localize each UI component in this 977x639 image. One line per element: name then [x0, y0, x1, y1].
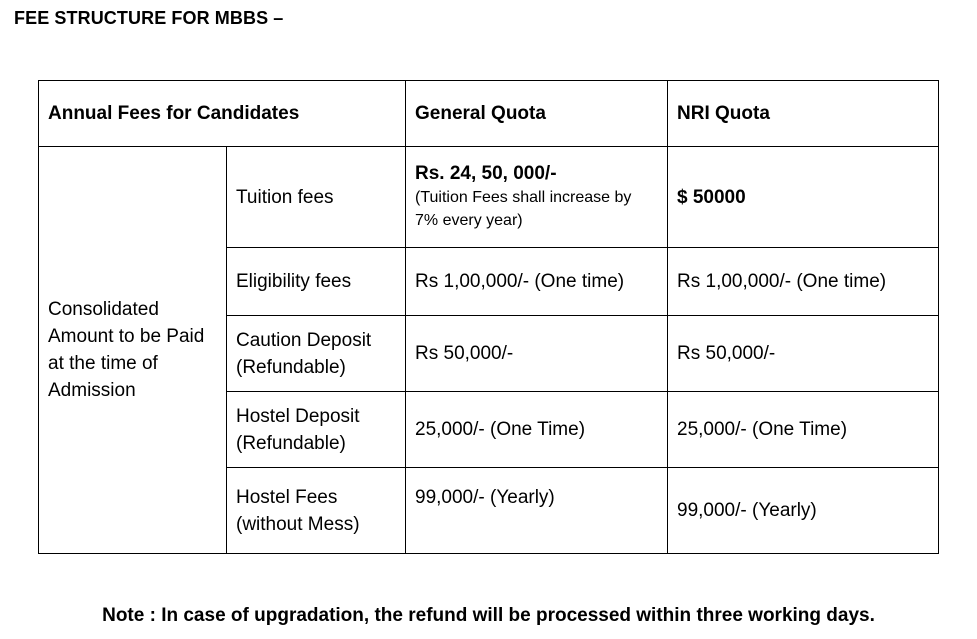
- nri-quota-value: Rs 50,000/-: [668, 316, 939, 392]
- fee-item-label: Hostel Fees (without Mess): [227, 468, 406, 554]
- general-quota-value: Rs 50,000/-: [406, 316, 668, 392]
- fee-item-label: Hostel Deposit (Refundable): [227, 392, 406, 468]
- fee-structure-table: [38, 80, 939, 554]
- tuition-general-amount: Rs. 24, 50, 000/-: [415, 163, 557, 184]
- nri-quota-value: Rs 1,00,000/- (One time): [668, 248, 939, 316]
- general-quota-value: 99,000/- (Yearly): [406, 468, 668, 554]
- general-quota-value: Rs 1,00,000/- (One time): [406, 248, 668, 316]
- tuition-increase-note: (Tuition Fees shall increase by 7% every year): [415, 189, 632, 229]
- fee-item-label: Caution Deposit (Refundable): [227, 316, 406, 392]
- fee-item-label: Tuition fees: [227, 147, 406, 248]
- nri-quota-value: $ 50000: [668, 147, 939, 248]
- nri-quota-value: 99,000/- (Yearly): [668, 468, 939, 554]
- consolidated-amount-label: Consolidated Amount to be Paid at the time of Admission: [39, 147, 227, 554]
- table-header-row: [39, 81, 939, 147]
- nri-quota-value: 25,000/- (One Time): [668, 392, 939, 468]
- general-quota-value: 25,000/- (One Time): [406, 392, 668, 468]
- refund-note: Note : In case of upgradation, the refund will be processed within three working days.: [102, 605, 875, 626]
- header-annual-fees: Annual Fees for Candidates: [39, 81, 406, 147]
- table-row: [39, 147, 939, 248]
- fee-item-label: Eligibility fees: [227, 248, 406, 316]
- header-nri-quota: NRI Quota: [668, 81, 939, 147]
- general-quota-value: [406, 147, 668, 248]
- page-title: FEE STRUCTURE FOR MBBS –: [14, 8, 284, 28]
- header-general-quota: General Quota: [406, 81, 668, 147]
